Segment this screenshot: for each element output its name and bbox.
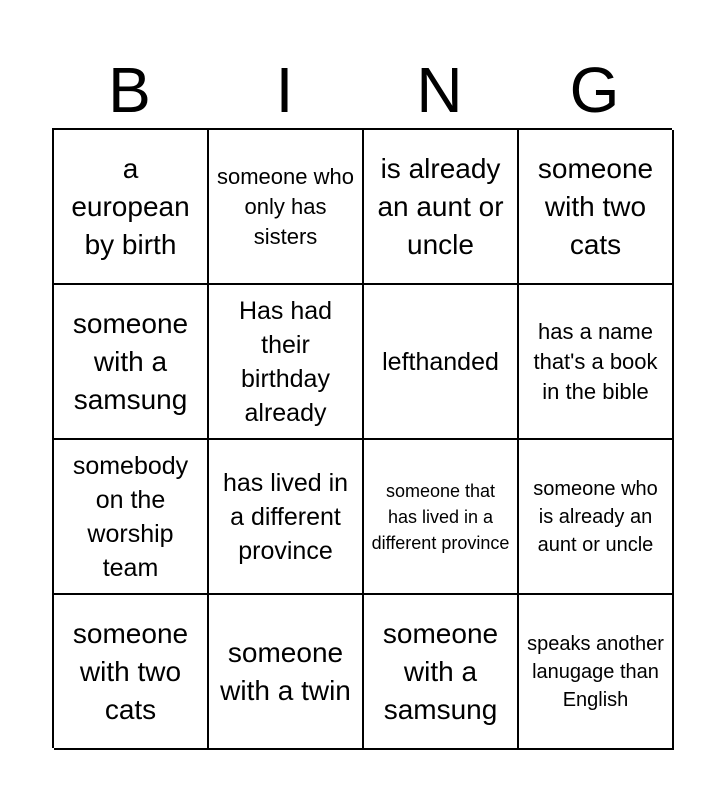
title-letter-i: I <box>275 54 294 126</box>
bingo-cell[interactable] <box>209 285 364 440</box>
title-letter-g: G <box>569 54 620 126</box>
cell-text: someone with two cats <box>72 617 189 725</box>
cell-text: is already an aunt or uncle <box>377 152 504 260</box>
bingo-title <box>52 50 672 130</box>
bingo-cell[interactable] <box>364 440 519 595</box>
bingo-cell[interactable] <box>364 130 519 285</box>
cell-text: lefthanded <box>382 347 499 376</box>
bingo-cell[interactable] <box>54 440 209 595</box>
cell-text: Has had their birthday already <box>238 296 333 427</box>
bingo-cell[interactable] <box>209 440 364 595</box>
cell-text: someone who is already an aunt or uncle <box>533 477 658 556</box>
title-letter-n: N <box>416 54 463 126</box>
bingo-cell[interactable] <box>364 595 519 750</box>
bingo-cell[interactable] <box>519 595 674 750</box>
cell-text: someone with a twin <box>220 636 351 706</box>
cell-text: speaks another lanugage than English <box>527 632 664 711</box>
cell-text: someone with a samsung <box>72 307 189 415</box>
bingo-cell[interactable] <box>209 595 364 750</box>
cell-text: someone that has lived in a different province <box>371 480 510 553</box>
cell-text: a european by birth <box>71 152 190 260</box>
bingo-cell[interactable] <box>519 130 674 285</box>
bingo-cell[interactable] <box>209 130 364 285</box>
bingo-cell[interactable] <box>364 285 519 440</box>
bingo-cell[interactable] <box>54 595 209 750</box>
bingo-cell[interactable] <box>519 285 674 440</box>
cell-text: someone who only has sisters <box>217 163 354 249</box>
bingo-cell[interactable] <box>54 285 209 440</box>
cell-text: somebody on the worship team <box>72 451 189 582</box>
bingo-cell[interactable] <box>54 130 209 285</box>
cell-text: has lived in a different province <box>222 468 349 565</box>
cell-text: has a name that's a book in the bible <box>533 318 658 404</box>
cell-text: someone with a samsung <box>382 617 499 725</box>
bingo-cell[interactable] <box>519 440 674 595</box>
bingo-grid <box>52 128 672 748</box>
title-letter-b: B <box>108 54 151 126</box>
cell-text: someone with two cats <box>537 152 654 260</box>
